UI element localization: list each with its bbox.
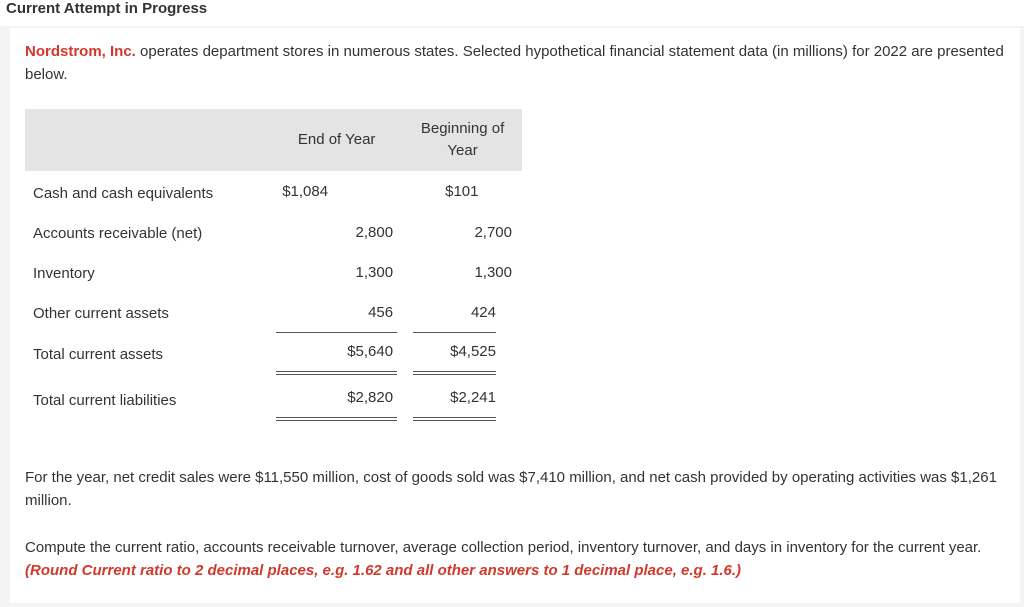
table-row-other-current-assets [25,293,522,333]
table-row-inventory [25,253,522,293]
currency-symbol: $ [445,183,454,200]
table-row-cash [25,171,522,213]
row-label: Other current assets [33,304,169,322]
instructions-body: Compute the current ratio, accounts receivable turnover, average collection period, inventory turnover, and days in inventory for the current year. [25,539,982,556]
intro-body: operates department stores in numerous states. Selected hypothetical financial statement data (in millions) for 2022 are presented below. [25,43,1004,83]
sales-info-text: For the year, net credit sales were $11,550 million, cost of goods sold was $7,410 million, and net cash provided by operating activities was $1,261 million. [25,469,997,509]
rounding-hint: (Round Current ratio to 2 decimal places, e.g. 1.62 and all other answers to 1 decimal place, e.g. 1.6.) [25,562,742,579]
cell-end-of-year: $ 1,084 [270,171,403,213]
cell-end-of-year: 1,300 [355,264,394,281]
cell-beginning-of-year: $2,241 [403,375,522,421]
row-label: Cash and cash equivalents [33,184,214,202]
attempt-title: Current Attempt in Progress [6,0,208,17]
header-beginning-of-year: Beginning of Year [403,109,522,171]
cell-end-of-year: $2,820 [270,375,403,421]
cell-beginning-of-year: 1,300 [474,264,512,281]
cell-beginning-of-year: 2,700 [474,224,512,241]
currency-symbol: $ [282,183,291,200]
table-row-total-current-liabilities [25,375,522,421]
financial-data-table [25,109,522,421]
header-bar [0,0,1024,26]
header-end-of-year: End of Year [270,109,403,171]
row-label: Accounts receivable (net) [33,224,203,242]
cell-beginning-of-year: 424 [403,293,522,333]
cell-beginning-of-year: $4,525 [403,333,522,375]
table-row-total-current-assets [25,333,522,375]
instructions-text [25,536,1010,582]
table-row-receivables [25,213,522,253]
cell-end-of-year: 456 [270,293,403,333]
row-label: Inventory [33,264,95,282]
row-label: Total current assets [33,345,164,363]
intro-text [25,40,1010,86]
cell-beginning-of-year: $ 101 [403,171,522,213]
cell-end-of-year: $5,640 [270,333,403,375]
company-name: Nordstrom, Inc. [25,43,136,60]
header-blank [25,109,270,171]
row-label: Total current liabilities [33,391,177,409]
table-header-row [25,109,522,171]
cell-end-of-year: 2,800 [355,224,394,241]
